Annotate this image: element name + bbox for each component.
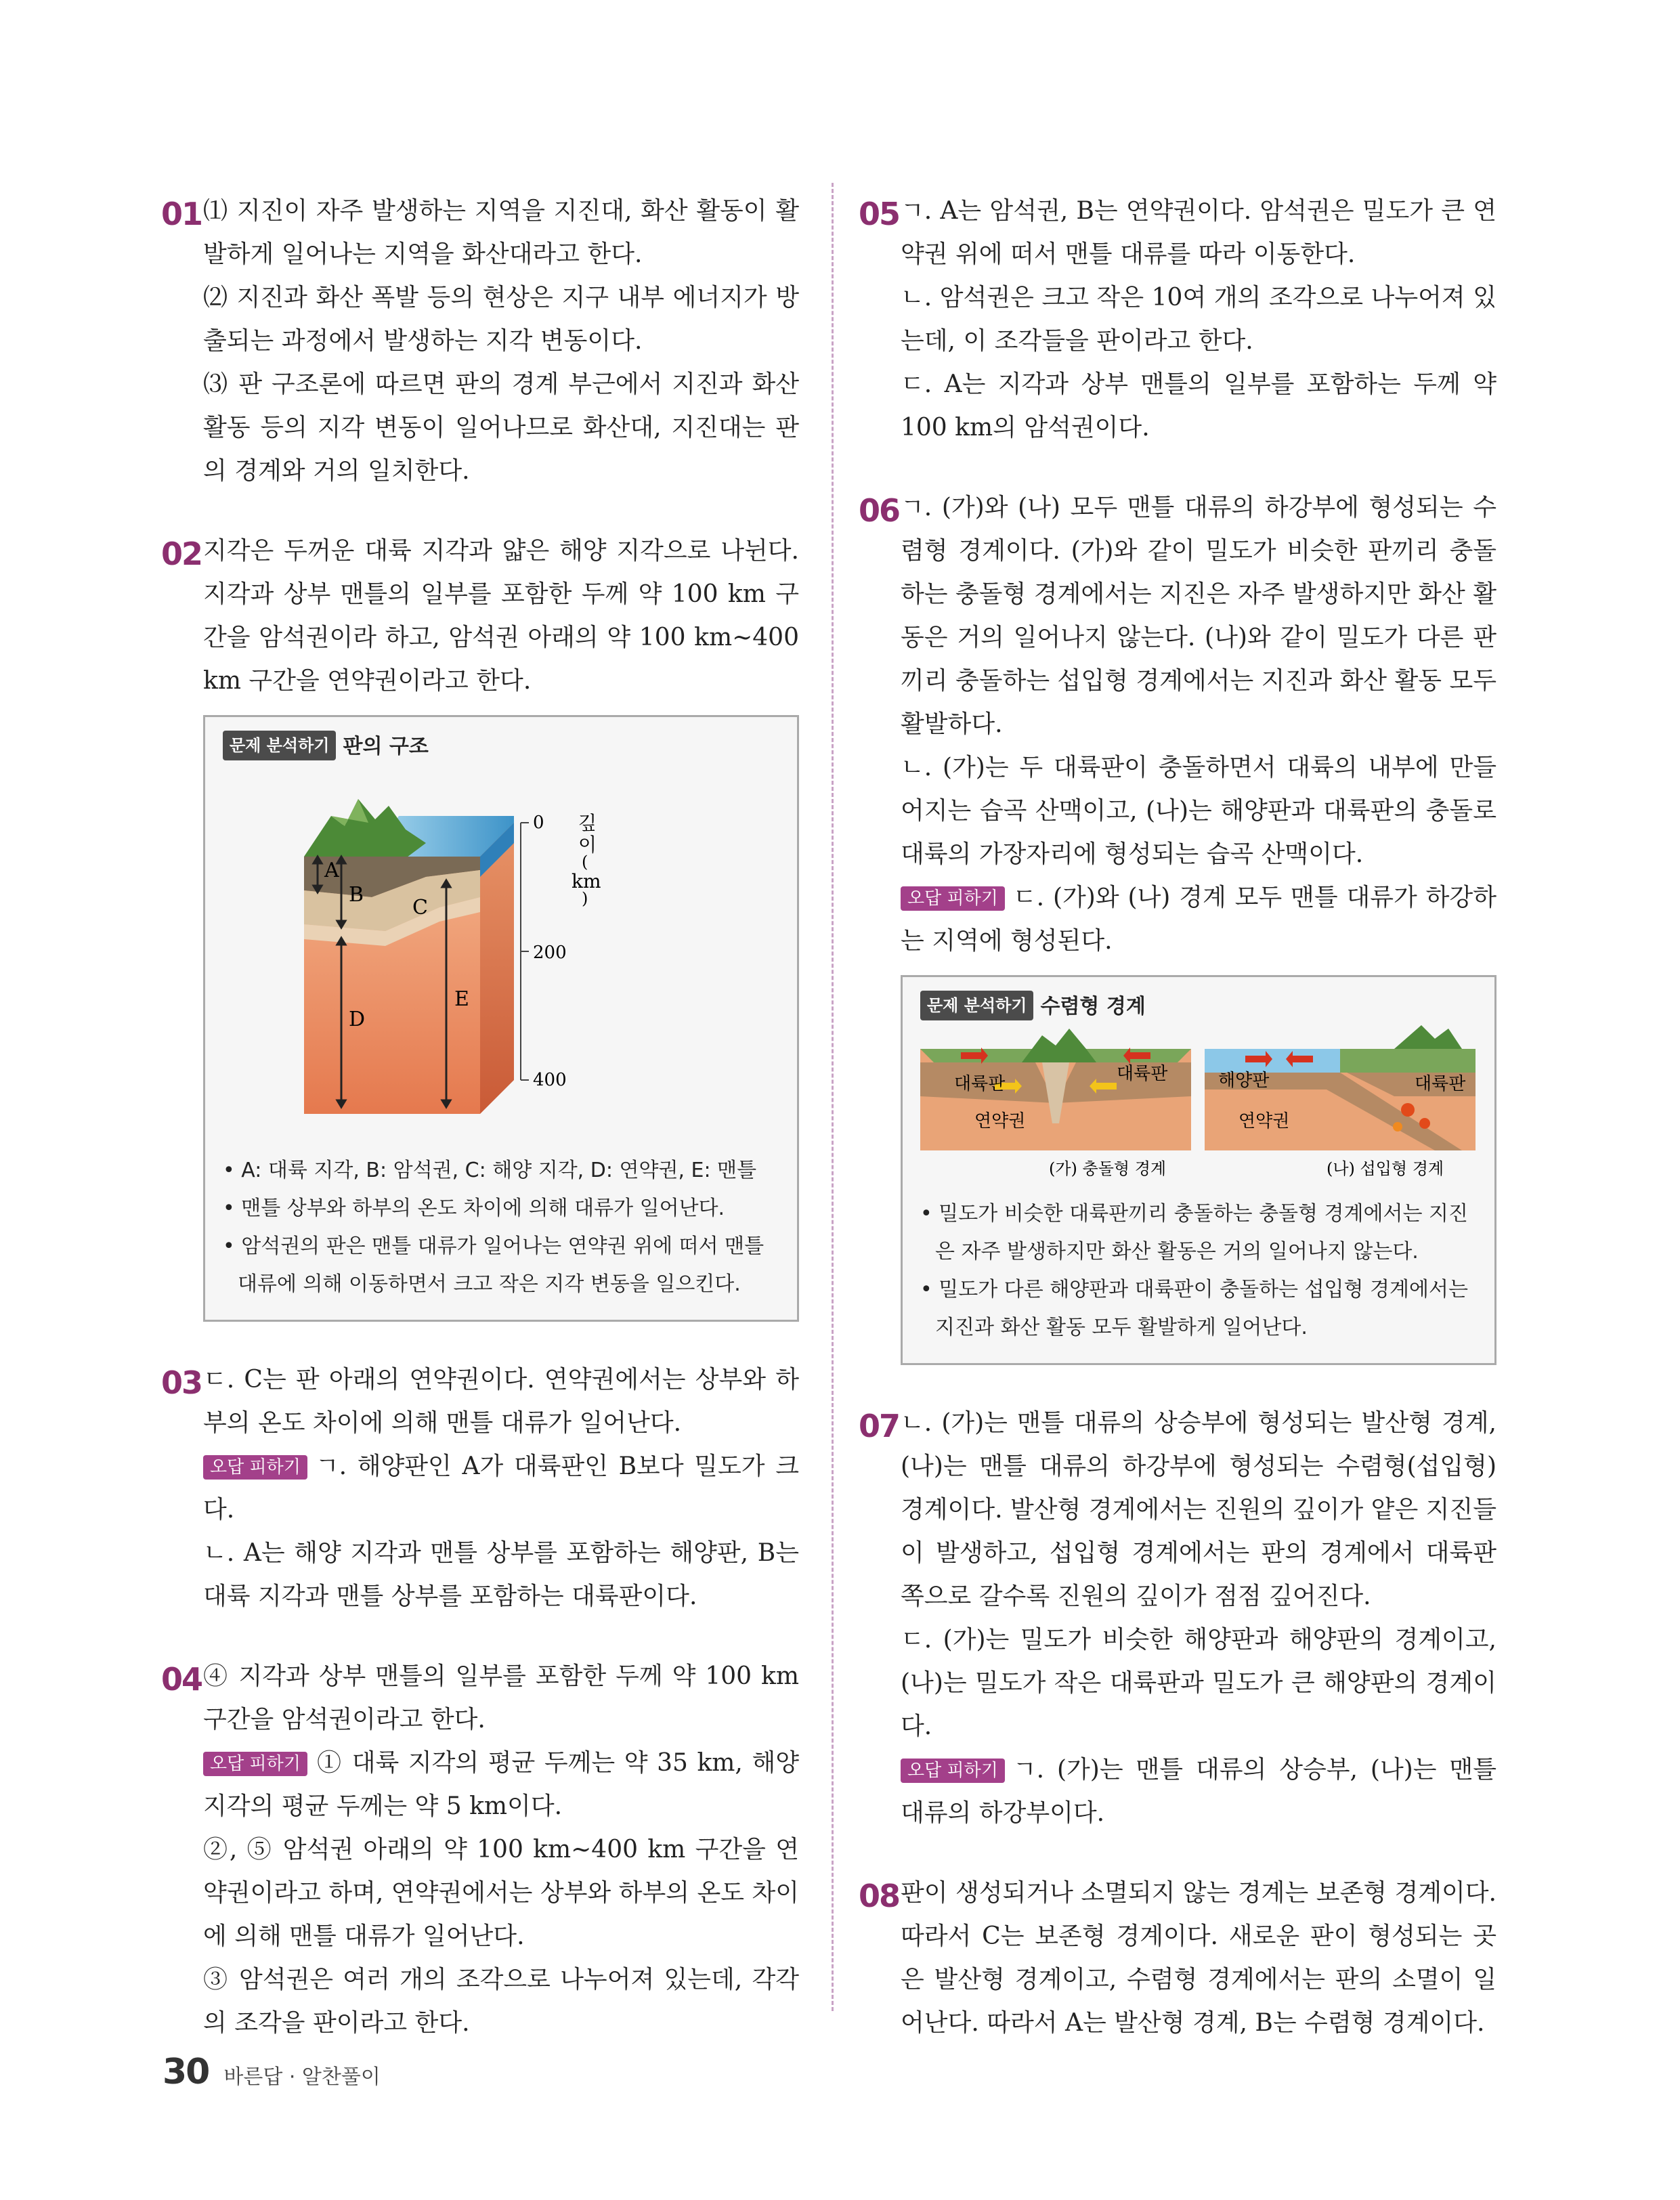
bullet-item: • 암석권의 판은 맨틀 대류가 일어나는 연약권 위에 떠서 맨틀 대류에 의해 이동하면서 크고 작은 지각 변동을 일으킨다. bbox=[223, 1228, 779, 1303]
question-number: 04 bbox=[161, 1661, 202, 1698]
answer-text: ㄷ. (가)와 (나) 경계 모두 맨틀 대류가 하강하는 지역에 형성된다. bbox=[901, 884, 1496, 955]
analysis-tag: 문제 분석하기 bbox=[223, 731, 336, 760]
analysis-tag: 문제 분석하기 bbox=[920, 991, 1033, 1020]
depth-200: 200 bbox=[533, 943, 567, 963]
collision-boundary-diagram bbox=[920, 1029, 1191, 1178]
answer-text: ④ 지각과 상부 맨틀의 일부를 포함한 두께 약 100 km 구간을 암석권이라고 한다. bbox=[203, 1662, 799, 1733]
answer-text: 판이 생성되거나 소멸되지 않는 경계는 보존형 경계이다. 따라서 C는 보존형 경계이다. 새로운 판이 형성되는 곳은 발산형 경계이고, 수렴형 경계에서는 판의 소멸이 일어난다. 따라서 A는 발산형 경계, B는 수렴형 경계이다. bbox=[901, 1879, 1496, 2037]
answer-text: 지각은 두꺼운 대륙 지각과 얇은 해양 지각으로 나뉜다. 지각과 상부 맨틀의 일부를 포함한 두께 약 100 km 구간을 암석권이라 하고, 암석권 아래의 약 100 km~400 km 구간을 연약권이라고 한다. bbox=[203, 537, 799, 695]
page-number: 30 bbox=[163, 2052, 209, 2092]
answer-text: ㄱ. A는 암석권, B는 연약권이다. 암석권은 밀도가 큰 연약권 위에 떠서 맨틀 대류를 따라 이동한다. bbox=[901, 197, 1496, 268]
label-oceanic-plate: 해양판 bbox=[1218, 1071, 1270, 1091]
answer-text: ㄴ. (가)는 두 대륙판이 충돌하면서 대륙의 내부에 만들어지는 습곡 산맥이고, (나)는 해양판과 대륙판의 충돌로 대륙의 가장자리에 형성되는 습곡 산맥이다. bbox=[901, 754, 1496, 868]
mountains bbox=[304, 799, 426, 863]
analysis-box-plate-structure bbox=[203, 715, 799, 1322]
diagram-caption: (나) 섭입형 경계 bbox=[1327, 1159, 1444, 1178]
answer-02 bbox=[163, 530, 799, 703]
label-C: C bbox=[412, 896, 428, 920]
label-D: D bbox=[349, 1008, 366, 1031]
label-asthenosphere: 연약권 bbox=[1239, 1111, 1290, 1131]
avoid-mistake-tag: 오답 피하기 bbox=[203, 1752, 307, 1776]
answer-text: ⑴ 지진이 자주 발생하는 지역을 지진대, 화산 활동이 활발하게 일어나는 지역을 화산대라고 한다. bbox=[203, 197, 799, 268]
diagram-caption: (가) 충돌형 경계 bbox=[1049, 1159, 1167, 1178]
page-footer bbox=[163, 2052, 381, 2092]
answer-04 bbox=[163, 1655, 799, 2045]
depth-axis-paren: ( bbox=[582, 853, 588, 871]
answer-text: ㄴ. (가)는 맨틀 대류의 상승부에 형성되는 발산형 경계, (나)는 맨틀 대류의 하강부에 형성되는 수렴형(섭입형) 경계이다. 발산형 경계에서는 진원의 깊이가 얕은 지진들이 발생하고, 섭입형 경계에서는 판의 경계에서 대륙판 쪽으로 갈수록 진원의 깊이가 점점 깊어진다. bbox=[901, 1409, 1496, 1610]
depth-axis-unit: km bbox=[572, 870, 601, 892]
depth-0: 0 bbox=[533, 813, 544, 833]
label-A: A bbox=[324, 859, 339, 882]
answer-text: ㄱ. (가)와 (나) 모두 맨틀 대류의 하강부에 형성되는 수렴형 경계이다. (가)와 같이 밀도가 비슷한 판끼리 충돌하는 충돌형 경계에서는 지진은 자주 발생하지만 화산 활동은 거의 일어나지 않는다. (나)와 같이 밀도가 다른 판끼리 충돌하는 섭입형 경계에서는 지진과 화산 활동 모두 활발하다. bbox=[901, 494, 1496, 738]
bullet-item: • 맨틀 상부와 하부의 온도 차이에 의해 대류가 일어난다. bbox=[223, 1190, 779, 1228]
answer-text bbox=[901, 876, 1496, 963]
question-number: 02 bbox=[161, 536, 202, 572]
answer-text: ⑶ 판 구조론에 따르면 판의 경계 부근에서 지진과 화산 활동 등의 지각 변동이 일어나므로 화산대, 지진대는 판의 경계와 거의 일치한다. bbox=[203, 370, 799, 485]
analysis-title: 판의 구조 bbox=[343, 735, 429, 758]
avoid-mistake-tag: 오답 피하기 bbox=[901, 886, 1005, 911]
answer-text: ㄱ. (가)는 맨틀 대류의 상승부, (나)는 맨틀 대류의 하강부이다. bbox=[901, 1756, 1496, 1827]
subduction-boundary-diagram bbox=[1205, 1025, 1476, 1178]
answer-08 bbox=[860, 1872, 1496, 2045]
depth-400: 400 bbox=[533, 1070, 567, 1090]
answer-text: ㄷ. (가)는 밀도가 비슷한 해양판과 해양판의 경계이고, (나)는 밀도가 작은 대륙판과 밀도가 큰 해양판의 경계이다. bbox=[901, 1626, 1496, 1740]
answer-text bbox=[203, 1445, 799, 1532]
label-continental-plate: 대륙판 bbox=[1117, 1064, 1168, 1084]
question-number: 07 bbox=[859, 1408, 900, 1444]
plate-structure-diagram bbox=[223, 762, 764, 1141]
analysis-bullets bbox=[223, 1152, 779, 1303]
bullet-item: • A: 대륙 지각, B: 암석권, C: 해양 지각, D: 연약권, E: 맨틀 bbox=[223, 1152, 779, 1190]
analysis-title: 수렴형 경계 bbox=[1040, 995, 1146, 1018]
answer-text bbox=[203, 1742, 799, 1828]
avoid-mistake-tag: 오답 피하기 bbox=[901, 1759, 1005, 1783]
answer-05 bbox=[860, 190, 1496, 450]
label-asthenosphere: 연약권 bbox=[974, 1111, 1026, 1131]
answer-text: ②, ⑤ 암석권 아래의 약 100 km~400 km 구간을 연약권이라고 하며, 연약권에서는 상부와 하부의 온도 차이에 의해 맨틀 대류가 일어난다. bbox=[203, 1836, 799, 1950]
column-divider bbox=[832, 183, 834, 2011]
depth-axis-label: 깊 bbox=[578, 812, 597, 834]
analysis-bullets bbox=[920, 1195, 1477, 1347]
answer-text: ⑵ 지진과 화산 폭발 등의 현상은 지구 내부 에너지가 방출되는 과정에서 발생하는 지각 변동이다. bbox=[203, 284, 799, 355]
depth-axis-label: 이 bbox=[578, 834, 597, 856]
answer-06 bbox=[860, 486, 1496, 963]
answer-03 bbox=[163, 1358, 799, 1618]
answer-text: ㄱ. 해양판인 A가 대륙판인 B보다 밀도가 크다. bbox=[203, 1452, 799, 1524]
answer-07 bbox=[860, 1402, 1496, 1835]
bullet-item: • 밀도가 비슷한 대륙판끼리 충돌하는 충돌형 경계에서는 지진은 자주 발생하지만 화산 활동은 거의 일어나지 않는다. bbox=[920, 1195, 1477, 1271]
bullet-item: • 밀도가 다른 해양판과 대륙판이 충돌하는 섭입형 경계에서는 지진과 화산 활동 모두 활발하게 일어난다. bbox=[920, 1271, 1477, 1347]
avoid-mistake-tag: 오답 피하기 bbox=[203, 1455, 307, 1480]
answer-text: ③ 암석권은 여러 개의 조각으로 나누어져 있는데, 각각의 조각을 판이라고 한다. bbox=[203, 1966, 799, 2037]
answer-text: ㄴ. A는 해양 지각과 맨틀 상부를 포함하는 해양판, B는 대륙 지각과 맨틀 상부를 포함하는 대륙판이다. bbox=[203, 1539, 799, 1610]
label-E: E bbox=[454, 987, 469, 1011]
answer-text: ㄴ. 암석권은 크고 작은 10여 개의 조각으로 나누어져 있는데, 이 조각들을 판이라고 한다. bbox=[901, 284, 1496, 355]
right-column bbox=[860, 190, 1496, 2045]
answer-text: ㄷ. C는 판 아래의 연약권이다. 연약권에서는 상부와 하부의 온도 차이에 의해 맨틀 대류가 일어난다. bbox=[203, 1366, 799, 1437]
question-number: 03 bbox=[161, 1364, 202, 1401]
question-number: 08 bbox=[859, 1878, 900, 1914]
answer-text: ㄷ. A는 지각과 상부 맨틀의 일부를 포함하는 두께 약 100 km의 암석권이다. bbox=[901, 370, 1496, 441]
answer-01 bbox=[163, 190, 799, 493]
analysis-box-header bbox=[920, 991, 1477, 1022]
label-continental-plate: 대륙판 bbox=[954, 1074, 1006, 1094]
analysis-box-header bbox=[223, 731, 779, 762]
depth-axis-paren: ) bbox=[582, 889, 588, 908]
question-number: 06 bbox=[859, 492, 900, 529]
question-number: 01 bbox=[161, 196, 202, 232]
label-B: B bbox=[349, 883, 364, 907]
question-number: 05 bbox=[859, 196, 900, 232]
answer-text bbox=[901, 1748, 1496, 1835]
book-title: 바른답 · 알찬풀이 bbox=[223, 2065, 381, 2089]
label-continental-plate: 대륙판 bbox=[1415, 1074, 1466, 1094]
analysis-box-convergent-boundary bbox=[901, 975, 1496, 1365]
left-column bbox=[163, 190, 799, 2045]
answer-text: ① 대륙 지각의 평균 두께는 약 35 km, 해양 지각의 평균 두께는 약 5 km이다. bbox=[203, 1749, 799, 1820]
convergent-boundary-diagrams bbox=[920, 1022, 1476, 1184]
